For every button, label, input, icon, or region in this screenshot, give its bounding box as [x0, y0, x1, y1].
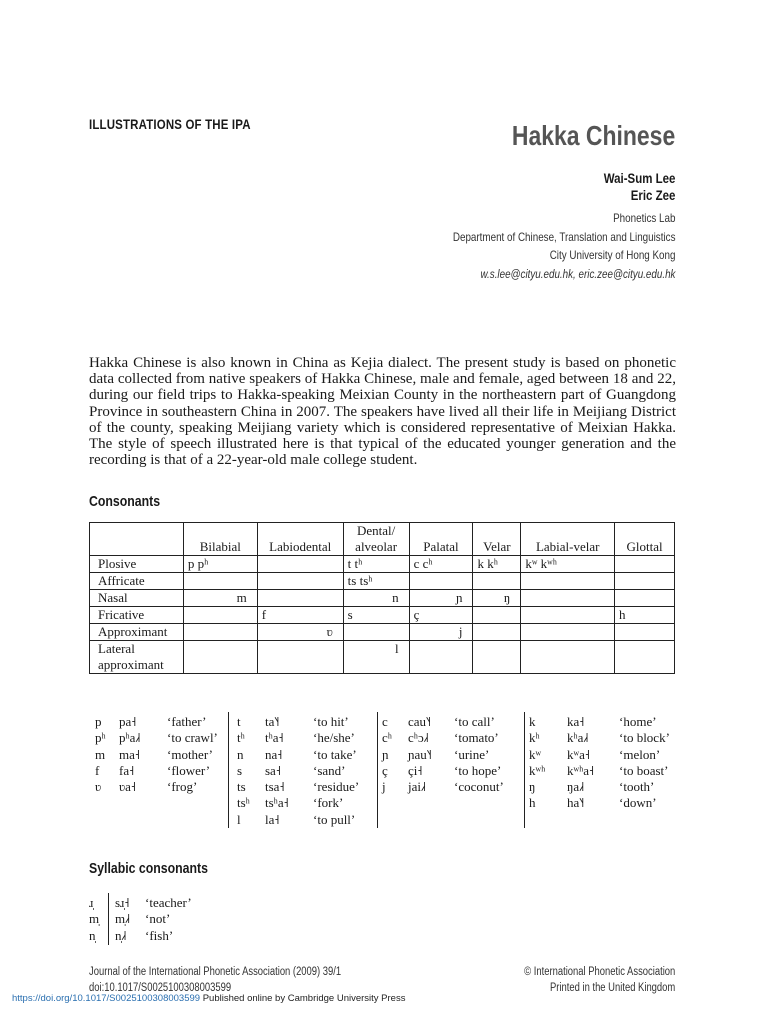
example-phoneme: f — [95, 762, 100, 778]
example-phoneme: kʷ — [529, 746, 542, 762]
phoneme-cell: kʷ kʷʰ — [521, 556, 615, 573]
example-transcription: pa˧ — [119, 714, 137, 729]
syllabic-phoneme: m̩ — [89, 911, 100, 927]
example-transcription: jai˩˧ — [408, 779, 426, 795]
phoneme-cell — [183, 624, 257, 641]
phoneme-cell: p pʰ — [183, 556, 257, 573]
phoneme-cell: ŋ — [473, 590, 521, 607]
phoneme-cell — [257, 641, 343, 674]
syllabic-gloss: ‘fish’ — [145, 927, 174, 943]
phoneme-cell: s — [343, 607, 409, 624]
example-transcription: cʰɔ˩˧ — [408, 730, 429, 746]
example-transcription: kʰa˩˧ — [567, 730, 589, 746]
example-transcription: çi˧ — [408, 762, 423, 778]
manner-row — [90, 573, 675, 590]
example-transcription: fa˧ — [119, 762, 135, 778]
phoneme-cell — [409, 573, 473, 590]
example-phoneme: m — [95, 746, 106, 762]
phoneme-cell: k kʰ — [473, 556, 521, 573]
example-phoneme: l — [237, 811, 241, 827]
example-transcription: sa˧ — [265, 762, 281, 778]
example-phoneme: k — [529, 714, 536, 729]
phoneme-cell: m — [183, 590, 257, 607]
phoneme-cell: j — [409, 624, 473, 641]
consonant-chart — [89, 522, 675, 674]
syllabic-phoneme: ɹ̩ — [89, 895, 94, 910]
place-header: Palatal — [409, 523, 473, 556]
phoneme-cell — [257, 573, 343, 590]
manner-label: Lateral approximant — [90, 641, 184, 674]
example-transcription: ha˥˧ — [567, 795, 585, 811]
example-phoneme: t — [237, 714, 241, 729]
consonants-heading: Consonants — [89, 493, 161, 510]
syllabic-transcription: n̩˩˧ — [115, 927, 127, 943]
example-phoneme: j — [382, 779, 386, 795]
place-header: Glottal — [615, 523, 675, 556]
column-divider — [228, 712, 229, 828]
example-transcription: tʰa˧ — [265, 730, 284, 746]
phoneme-cell — [183, 573, 257, 590]
example-gloss: ‘urine’ — [454, 746, 490, 762]
example-phoneme: h — [529, 795, 536, 811]
printed-location: Printed in the United Kingdom — [549, 982, 675, 994]
syllabic-gloss: ‘not’ — [145, 911, 171, 927]
author-email[interactable]: w.s.lee@cityu.edu.hk, eric.zee@cityu.edu.hk — [479, 266, 675, 281]
column-divider — [108, 893, 109, 945]
phoneme-cell — [183, 641, 257, 674]
example-transcription: tsa˧ — [265, 779, 285, 795]
phoneme-cell: l — [343, 641, 409, 674]
example-gloss: ‘to boast’ — [619, 762, 669, 778]
example-gloss: ‘to call’ — [454, 714, 495, 729]
place-header: Velar — [473, 523, 521, 556]
example-gloss: ‘fork’ — [313, 795, 344, 811]
example-phoneme: ts — [237, 779, 246, 795]
phoneme-cell — [615, 590, 675, 607]
phoneme-cell — [615, 573, 675, 590]
manner-row — [90, 624, 675, 641]
column-divider — [377, 712, 378, 828]
example-phoneme: s — [237, 762, 243, 778]
example-phoneme: n — [237, 746, 244, 762]
place-header: Labial-velar — [521, 523, 615, 556]
author-list — [603, 170, 675, 204]
manner-label: Plosive — [90, 556, 184, 573]
example-phoneme: ŋ — [529, 779, 536, 795]
phoneme-cell — [257, 556, 343, 573]
place-header: Bilabial — [183, 523, 257, 556]
phoneme-cell — [615, 624, 675, 641]
example-phoneme: p — [95, 714, 102, 729]
example-phoneme: tsʰ — [237, 795, 250, 811]
phoneme-cell — [521, 624, 615, 641]
phoneme-cell — [615, 641, 675, 674]
example-transcription: tsʰa˧ — [265, 795, 289, 811]
phoneme-cell — [521, 573, 615, 590]
footer-right — [524, 964, 675, 996]
example-transcription: na˧ — [265, 746, 283, 762]
doi-text: doi:10.1017/S0025100308003599 — [89, 982, 232, 994]
chart-corner — [90, 523, 184, 556]
doi-banner — [12, 993, 405, 1004]
syllabic-transcription: sɹ̩˧ — [115, 895, 130, 910]
example-transcription: la˧ — [265, 811, 280, 827]
phoneme-cell — [521, 590, 615, 607]
phoneme-cell — [615, 556, 675, 573]
example-phoneme: kʰ — [529, 730, 540, 746]
paper-title: Hakka Chinese — [511, 120, 675, 151]
column-divider — [524, 712, 525, 828]
example-gloss: ‘to hope’ — [454, 762, 502, 778]
manner-label: Nasal — [90, 590, 184, 607]
example-transcription: pʰa˩˧ — [119, 730, 141, 746]
phoneme-cell — [521, 641, 615, 674]
phoneme-cell: t tʰ — [343, 556, 409, 573]
phoneme-cell — [257, 590, 343, 607]
example-transcription: ŋa˩˧ — [567, 779, 585, 795]
place-header: Labiodental — [257, 523, 343, 556]
phoneme-cell: ɲ — [409, 590, 473, 607]
syllabic-gloss: ‘teacher’ — [145, 895, 192, 910]
affiliation — [452, 209, 675, 283]
example-transcription: ka˧ — [567, 714, 585, 729]
phoneme-cell — [521, 607, 615, 624]
example-gloss: ‘tooth’ — [619, 779, 655, 795]
example-phoneme: ɲ — [382, 746, 389, 762]
example-phoneme: c — [382, 714, 388, 729]
doi-link[interactable]: https://doi.org/10.1017/S0025100308003599 — [12, 993, 201, 1004]
example-gloss: ‘flower’ — [167, 762, 211, 778]
example-gloss: ‘to crawl’ — [167, 730, 218, 746]
phoneme-cell: c cʰ — [409, 556, 473, 573]
example-transcription: cau˥˧ — [408, 714, 432, 729]
example-gloss: ‘tomato’ — [454, 730, 499, 746]
example-transcription: ʋa˧ — [119, 779, 136, 795]
example-gloss: ‘frog’ — [167, 779, 198, 795]
example-transcription: ta˥˧ — [265, 714, 280, 729]
phoneme-cell — [183, 607, 257, 624]
footer-left — [89, 964, 341, 996]
example-gloss: ‘sand’ — [313, 762, 346, 778]
phoneme-cell — [473, 573, 521, 590]
manner-label: Approximant — [90, 624, 184, 641]
manner-row — [90, 607, 675, 624]
intro-paragraph: Hakka Chinese is also known in China as Kejia dialect. The present study is based on phonetic data collected from native speakers of Hakka Chinese, male and female, aged between 18 and 22, during our field trips to Hakka-speaking Meixian County in the northeastern part of Guangdong Province in southeastern China in 2007. The speakers have lived all their life in Meijiang District of the county, speaking Meijiang variety which is considered representative of Meixian Hakka. The style of speech illustrated here is that typical of the educated younger generation and the recording is that of a 22-year-old male college student. — [89, 355, 676, 469]
phoneme-cell: f — [257, 607, 343, 624]
example-gloss: ‘to hit’ — [313, 714, 349, 729]
manner-row — [90, 556, 675, 573]
example-phoneme: ʋ — [95, 779, 102, 795]
manner-row — [90, 641, 675, 674]
manner-label: Affricate — [90, 573, 184, 590]
manner-row — [90, 590, 675, 607]
series-title: ILLUSTRATIONS OF THE IPA — [89, 116, 251, 132]
phoneme-cell: ts tsʰ — [343, 573, 409, 590]
example-gloss: ‘coconut’ — [454, 779, 504, 795]
example-phoneme: pʰ — [95, 730, 106, 746]
phoneme-cell: h — [615, 607, 675, 624]
example-gloss: ‘to take’ — [313, 746, 357, 762]
example-gloss: ‘home’ — [619, 714, 657, 729]
example-transcription: kʷʰa˧ — [567, 762, 594, 778]
affiliation-line: Department of Chinese, Translation and Linguistics — [452, 229, 675, 244]
example-gloss: ‘to pull’ — [313, 811, 356, 827]
example-gloss: ‘melon’ — [619, 746, 661, 762]
syllabic-heading: Syllabic consonants — [89, 860, 208, 877]
affiliation-line: Phonetics Lab — [612, 211, 675, 225]
phoneme-cell: ç — [409, 607, 473, 624]
example-transcription: ma˧ — [119, 746, 140, 762]
phoneme-cell — [409, 641, 473, 674]
example-gloss: ‘residue’ — [313, 779, 360, 795]
example-transcription: ɲau˥˧ — [408, 746, 432, 762]
example-gloss: ‘down’ — [619, 795, 657, 811]
phoneme-cell — [473, 641, 521, 674]
example-gloss: ‘to block’ — [619, 730, 670, 746]
copyright: © International Phonetic Association — [523, 966, 675, 978]
phoneme-cell: ʋ — [257, 624, 343, 641]
example-transcription: kʷa˧ — [567, 746, 590, 762]
author-name: Eric Zee — [630, 187, 675, 203]
phoneme-cell: n — [343, 590, 409, 607]
phoneme-cell — [473, 607, 521, 624]
syllabic-transcription: m̩˩˧ — [115, 911, 131, 927]
example-gloss: ‘mother’ — [167, 746, 213, 762]
place-header: Dental/ alveolar — [343, 523, 409, 556]
syllabic-phoneme: n̩ — [89, 927, 96, 943]
example-phoneme: tʰ — [237, 730, 245, 746]
phoneme-cell — [473, 624, 521, 641]
published-note: Published online by Cambridge University Press — [202, 993, 406, 1004]
manner-label: Fricative — [90, 607, 184, 624]
affiliation-line: City University of Hong Kong — [549, 248, 675, 262]
journal-citation: Journal of the International Phonetic Association (2009) 39/1 — [89, 966, 342, 978]
author-name: Wai-Sum Lee — [603, 170, 675, 186]
example-gloss: ‘he/she’ — [313, 730, 355, 746]
example-gloss: ‘father’ — [167, 714, 207, 729]
example-phoneme: kʷʰ — [529, 762, 546, 778]
example-phoneme: ç — [382, 762, 388, 778]
phoneme-cell — [343, 624, 409, 641]
example-phoneme: cʰ — [382, 730, 392, 746]
